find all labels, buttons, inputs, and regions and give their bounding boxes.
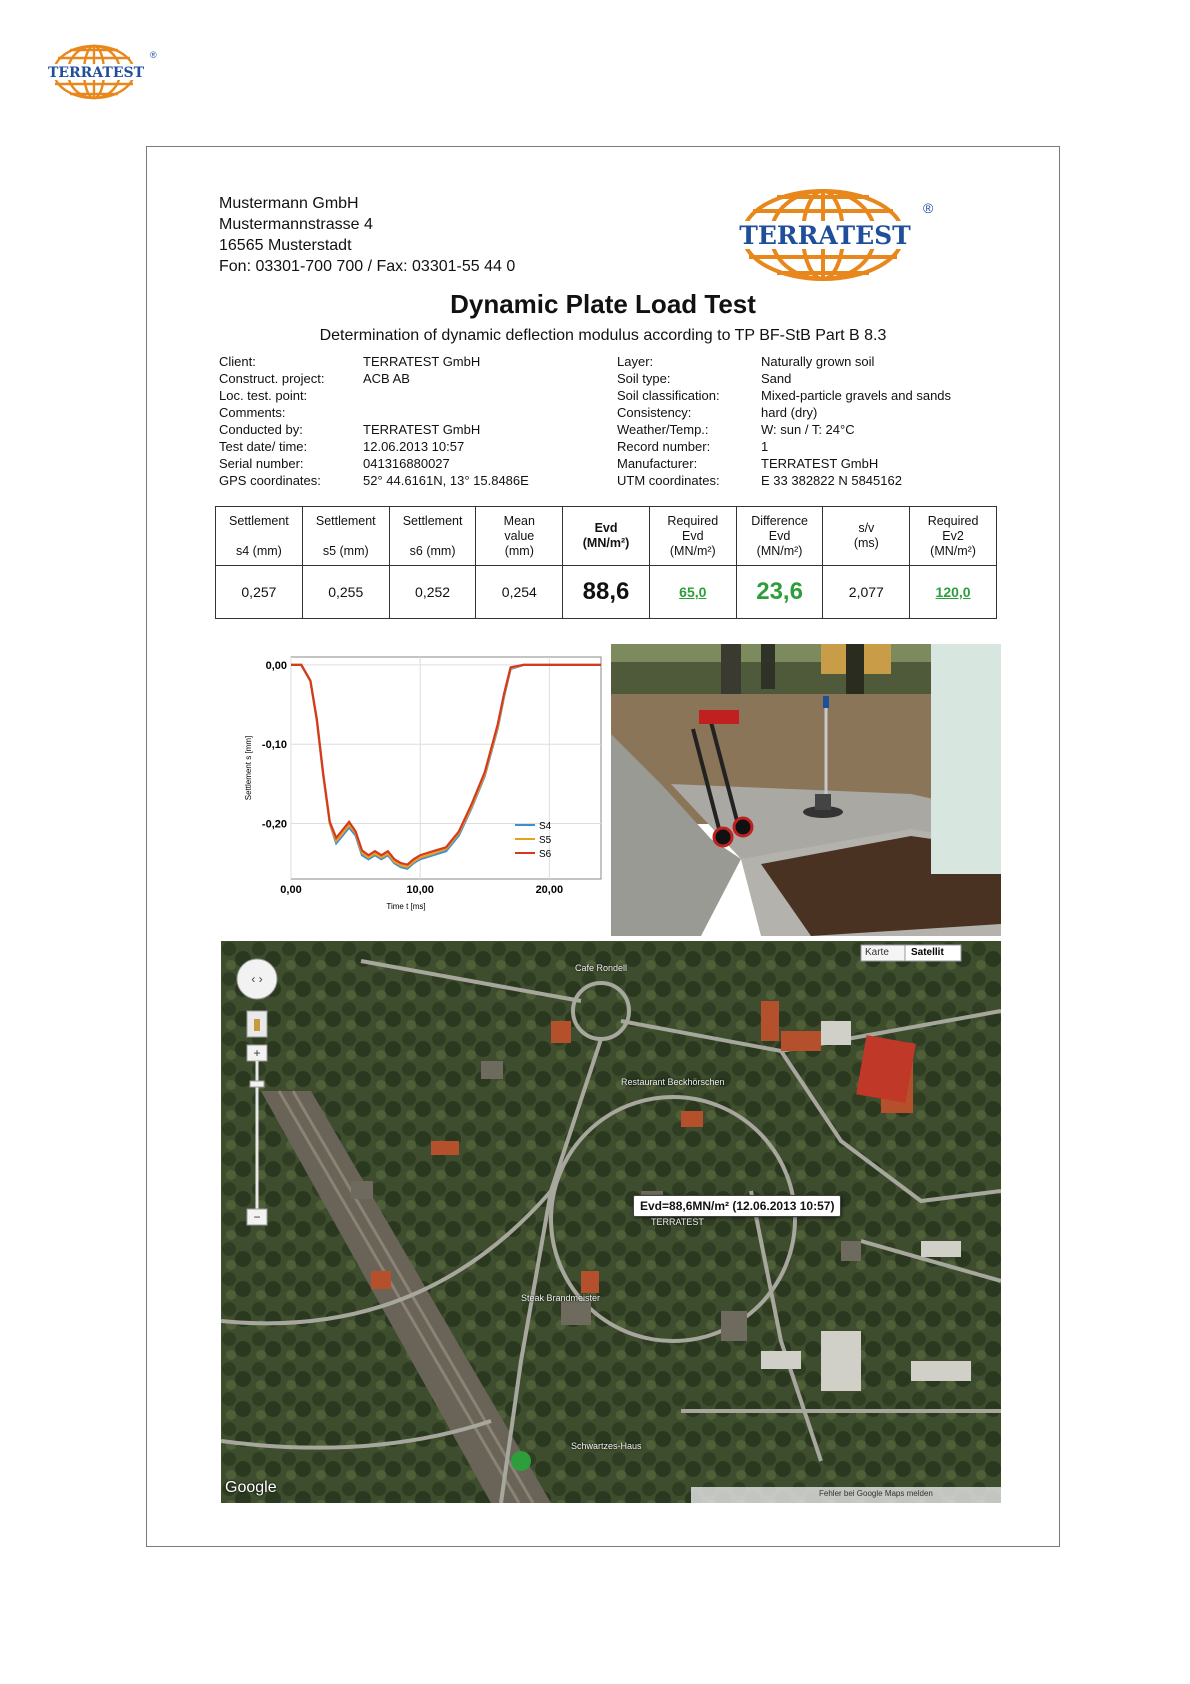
info-label: Serial number:	[219, 456, 304, 471]
y-axis-label: Settlement s [mm]	[244, 735, 253, 801]
report-title: Dynamic Plate Load Test	[450, 289, 756, 319]
table-value-row	[216, 566, 997, 619]
header-cell: Mean value (mm)	[476, 507, 563, 566]
map-tab-karte[interactable]: Karte	[865, 947, 889, 958]
header-cell: Settlement s4 (mm)	[216, 507, 303, 566]
svg-text:TERRATEST: TERRATEST	[739, 221, 911, 250]
header-cell: Evd (MN/m²)	[563, 507, 650, 566]
site-photo	[611, 644, 1001, 936]
report-logo	[723, 187, 937, 283]
satellite-map[interactable]	[221, 941, 1001, 1503]
info-label: UTM coordinates:	[617, 473, 720, 488]
value-s4: 0,257	[216, 566, 303, 619]
header-cell: Settlement s6 (mm)	[389, 507, 476, 566]
info-value: Naturally grown soil	[761, 354, 875, 369]
company-street: Mustermannstrasse 4	[219, 216, 373, 233]
value-evd: 88,6	[563, 566, 650, 619]
y-tick-label: -0,20	[261, 818, 287, 831]
value-required-ev2: 120,0	[910, 566, 997, 619]
x-tick-label: 10,00	[406, 884, 434, 896]
info-value: Mixed-particle gravels and sands	[761, 388, 952, 403]
svg-text:TERRATEST: TERRATEST	[47, 65, 145, 81]
info-label: Comments:	[219, 405, 286, 420]
info-value: 041316880027	[363, 456, 450, 471]
report-sheet	[146, 146, 1060, 1547]
svg-text:+: +	[253, 1046, 261, 1060]
terratest-logo	[42, 44, 162, 100]
map-label: Cafe Rondell	[575, 963, 628, 973]
info-value: TERRATEST GmbH	[363, 354, 481, 369]
value-required-evd: 65,0	[649, 566, 736, 619]
info-label: Soil type:	[617, 371, 671, 386]
info-label: Layer:	[617, 354, 654, 369]
info-label: Construct. project:	[219, 371, 325, 386]
company-phone: Fon: 03301-700 700 / Fax: 03301-55 44 0	[219, 258, 516, 275]
map-callout[interactable]: Evd=88,6MN/m² (12.06.2013 10:57)	[633, 1195, 841, 1217]
map-tab-satellit[interactable]: Satellit	[911, 947, 944, 958]
y-tick-label: -0,10	[261, 739, 287, 752]
svg-text:−: −	[253, 1210, 261, 1224]
map-label: Schwartzes-Haus	[571, 1441, 642, 1451]
value-mean: 0,254	[476, 566, 563, 619]
map-label: Steak Brandmeister	[521, 1293, 601, 1303]
y-tick-label: 0,00	[265, 659, 287, 672]
svg-text:®: ®	[923, 200, 934, 216]
info-value: 12.06.2013 10:57	[363, 439, 465, 454]
value-difference-evd: 23,6	[736, 566, 823, 619]
info-label: Test date/ time:	[219, 439, 308, 454]
header-cell: Required Evd (MN/m²)	[649, 507, 736, 566]
info-value: Sand	[761, 371, 792, 386]
info-value: 1	[761, 439, 769, 454]
settlement-chart	[219, 643, 614, 926]
info-value: E 33 382822 N 5845162	[761, 473, 902, 488]
info-label: Weather/Temp.:	[617, 422, 709, 437]
info-value: TERRATEST GmbH	[761, 456, 879, 471]
value-s5: 0,255	[302, 566, 389, 619]
info-label: Manufacturer:	[617, 456, 698, 471]
info-label: Record number:	[617, 439, 711, 454]
info-right	[617, 353, 1017, 489]
info-value: 52° 44.6161N, 13° 15.8486E	[363, 473, 529, 488]
legend-label: S5	[539, 835, 552, 846]
info-value: TERRATEST GmbH	[363, 422, 481, 437]
google-watermark: Google	[225, 1479, 277, 1496]
info-value: ACB AB	[363, 371, 410, 386]
x-tick-label: 0,00	[280, 884, 302, 896]
header-cell: Settlement s5 (mm)	[302, 507, 389, 566]
info-label: GPS coordinates:	[219, 473, 321, 488]
svg-text:‹ ›: ‹ ›	[251, 972, 263, 986]
company-name: Mustermann GmbH	[219, 195, 359, 212]
x-tick-label: 20,00	[535, 884, 564, 896]
info-label: Conducted by:	[219, 422, 303, 437]
legend-label: S4	[539, 821, 552, 832]
company-city: 16565 Musterstadt	[219, 237, 352, 254]
info-value: hard (dry)	[761, 405, 818, 420]
table-header-row	[216, 507, 997, 566]
map-label: TERRATEST	[651, 1217, 704, 1227]
header-cell: Required Ev2 (MN/m²)	[910, 507, 997, 566]
header-cell: Difference Evd (MN/m²)	[736, 507, 823, 566]
info-label: Loc. test. point:	[219, 388, 308, 403]
header-cell: s/v (ms)	[823, 507, 910, 566]
value-sv: 2,077	[823, 566, 910, 619]
svg-text:®: ®	[150, 50, 157, 60]
x-axis-label: Time t [ms]	[386, 902, 426, 911]
map-label: Restaurant Beckhörschen	[621, 1077, 725, 1087]
info-label: Client:	[219, 354, 256, 369]
info-label: Consistency:	[617, 405, 692, 420]
value-s6: 0,252	[389, 566, 476, 619]
info-left	[219, 353, 599, 489]
results-table	[215, 506, 997, 619]
info-label: Soil classification:	[617, 388, 720, 403]
company-address	[219, 193, 515, 277]
info-value: W: sun / T: 24°C	[761, 422, 855, 437]
map-report-link[interactable]: Fehler bei Google Maps melden	[819, 1489, 933, 1498]
report-subtitle: Determination of dynamic deflection modulus according to TP BF-StB Part B 8.3	[319, 327, 887, 344]
legend-label: S6	[539, 849, 552, 860]
map-pan-control[interactable]	[237, 959, 277, 999]
